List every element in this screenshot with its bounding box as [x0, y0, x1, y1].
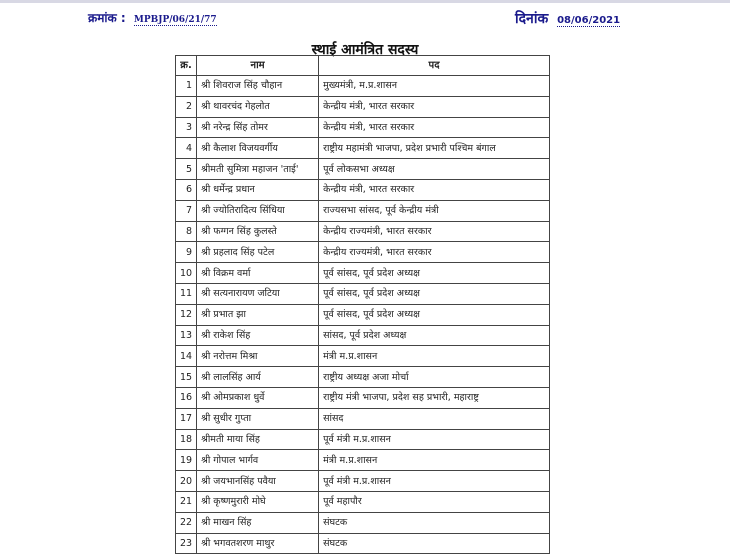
post-cell: सांसद, पूर्व प्रदेश अध्यक्ष	[319, 325, 550, 346]
post-cell: राष्ट्रीय अध्यक्ष अजा मोर्चा	[319, 367, 550, 388]
post-cell: सांसद	[319, 408, 550, 429]
table-row	[176, 159, 550, 180]
serial-cell: 4	[176, 138, 197, 159]
table-row	[176, 533, 550, 554]
table-row	[176, 200, 550, 221]
table-row	[176, 491, 550, 512]
table-row	[176, 471, 550, 492]
date-label: दिनांक	[515, 11, 549, 27]
post-cell: पूर्व मंत्री म.प्र.शासन	[319, 429, 550, 450]
post-cell: पूर्व सांसद, पूर्व प्रदेश अध्यक्ष	[319, 263, 550, 284]
serial-cell: 7	[176, 200, 197, 221]
post-cell: मंत्री म.प्र.शासन	[319, 450, 550, 471]
name-cell: श्री प्रहलाद सिंह पटेल	[197, 242, 319, 263]
table-row	[176, 429, 550, 450]
name-cell: श्री नरेन्द्र सिंह तोमर	[197, 117, 319, 138]
reference-value: MPBJP/06/21/77	[133, 15, 217, 25]
table-row	[176, 263, 550, 284]
reference-label: क्रमांक :	[88, 11, 126, 25]
name-cell: श्री प्रभात झा	[197, 304, 319, 325]
serial-cell: 13	[176, 325, 197, 346]
letter-date	[515, 9, 620, 28]
serial-cell: 12	[176, 304, 197, 325]
table-row	[176, 283, 550, 304]
table-row	[176, 325, 550, 346]
table-header-row	[176, 56, 550, 76]
post-cell: पूर्व मंत्री म.प्र.शासन	[319, 471, 550, 492]
serial-cell: 20	[176, 471, 197, 492]
name-cell: श्रीमती सुमित्रा महाजन 'ताई'	[197, 159, 319, 180]
name-cell: श्री माखन सिंह	[197, 512, 319, 533]
post-cell: केन्द्रीय राज्यमंत्री, भारत सरकार	[319, 242, 550, 263]
serial-cell: 1	[176, 76, 197, 97]
post-cell: केन्द्रीय मंत्री, भारत सरकार	[319, 96, 550, 117]
name-cell: श्री विक्रम वर्मा	[197, 263, 319, 284]
serial-cell: 19	[176, 450, 197, 471]
table-row	[176, 512, 550, 533]
name-cell: श्री सुधीर गुप्ता	[197, 408, 319, 429]
table-row	[176, 346, 550, 367]
table-row	[176, 76, 550, 97]
post-cell: राज्यसभा सांसद, पूर्व केन्द्रीय मंत्री	[319, 200, 550, 221]
serial-cell: 9	[176, 242, 197, 263]
serial-cell: 8	[176, 221, 197, 242]
serial-cell: 15	[176, 367, 197, 388]
column-header-post: पद	[319, 56, 550, 76]
post-cell: मुख्यमंत्री, म.प्र.शासन	[319, 76, 550, 97]
table-row	[176, 408, 550, 429]
date-value: 08/06/2021	[557, 15, 621, 26]
post-cell: राष्ट्रीय महामंत्री भाजपा, प्रदेश प्रभारी पश्चिम बंगाल	[319, 138, 550, 159]
post-cell: पूर्व सांसद, पूर्व प्रदेश अध्यक्ष	[319, 304, 550, 325]
serial-cell: 17	[176, 408, 197, 429]
name-cell: श्री ज्योतिरादित्य सिंधिया	[197, 200, 319, 221]
post-cell: मंत्री म.प्र.शासन	[319, 346, 550, 367]
name-cell: श्री ओमप्रकाश धुर्वे	[197, 387, 319, 408]
serial-cell: 18	[176, 429, 197, 450]
column-header-name: नाम	[197, 56, 319, 76]
name-cell: श्री फग्गन सिंह कुलस्ते	[197, 221, 319, 242]
table-row	[176, 96, 550, 117]
name-cell: श्री राकेश सिंह	[197, 325, 319, 346]
post-cell: केन्द्रीय मंत्री, भारत सरकार	[319, 179, 550, 200]
serial-cell: 6	[176, 179, 197, 200]
members-table	[175, 55, 550, 554]
serial-cell: 22	[176, 512, 197, 533]
table-row	[176, 117, 550, 138]
serial-cell: 21	[176, 491, 197, 512]
table-row	[176, 304, 550, 325]
post-cell: संघटक	[319, 512, 550, 533]
table-row	[176, 221, 550, 242]
serial-cell: 2	[176, 96, 197, 117]
table-row	[176, 242, 550, 263]
serial-cell: 23	[176, 533, 197, 554]
post-cell: केन्द्रीय मंत्री, भारत सरकार	[319, 117, 550, 138]
page-title: स्थाई आमंत्रित सदस्य	[311, 42, 419, 58]
table-row	[176, 450, 550, 471]
name-cell: श्री शिवराज सिंह चौहान	[197, 76, 319, 97]
post-cell: केन्द्रीय राज्यमंत्री, भारत सरकार	[319, 221, 550, 242]
table-row	[176, 367, 550, 388]
serial-cell: 16	[176, 387, 197, 408]
post-cell: राष्ट्रीय मंत्री भाजपा, प्रदेश सह प्रभारी, महाराष्ट्र	[319, 387, 550, 408]
serial-cell: 5	[176, 159, 197, 180]
column-header-serial: क्र.	[176, 56, 197, 76]
name-cell: श्री जयभानसिंह पवैया	[197, 471, 319, 492]
table-row	[176, 387, 550, 408]
name-cell: श्री कृष्णमुरारी मोघे	[197, 491, 319, 512]
name-cell: श्री गोपाल भार्गव	[197, 450, 319, 471]
serial-cell: 11	[176, 283, 197, 304]
post-cell: पूर्व लोकसभा अध्यक्ष	[319, 159, 550, 180]
name-cell: श्री कैलाश विजयवर्गीय	[197, 138, 319, 159]
post-cell: पूर्व महापौर	[319, 491, 550, 512]
name-cell: श्रीमती माया सिंह	[197, 429, 319, 450]
post-cell: पूर्व सांसद, पूर्व प्रदेश अध्यक्ष	[319, 283, 550, 304]
name-cell: श्री धर्मेन्द्र प्रधान	[197, 179, 319, 200]
reference-number	[88, 9, 217, 26]
serial-cell: 14	[176, 346, 197, 367]
name-cell: श्री थावरचंद गेहलोत	[197, 96, 319, 117]
name-cell: श्री भगवतशरण माथुर	[197, 533, 319, 554]
post-cell: संघटक	[319, 533, 550, 554]
table-body	[176, 76, 550, 554]
name-cell: श्री लालसिंह आर्य	[197, 367, 319, 388]
table-row	[176, 179, 550, 200]
serial-cell: 10	[176, 263, 197, 284]
serial-cell: 3	[176, 117, 197, 138]
top-rule	[0, 0, 730, 3]
name-cell: श्री नरोत्तम मिश्रा	[197, 346, 319, 367]
name-cell: श्री सत्यनारायण जटिया	[197, 283, 319, 304]
table-row	[176, 138, 550, 159]
